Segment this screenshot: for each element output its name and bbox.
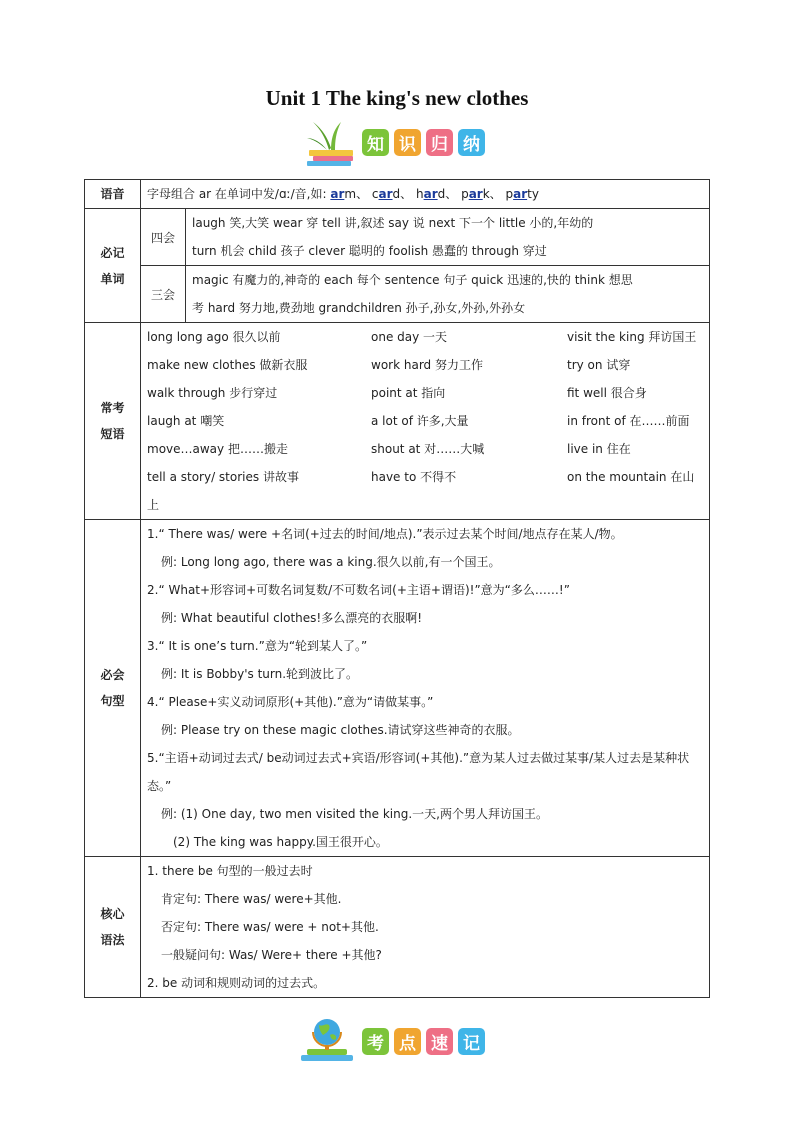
phrase: in front of 在……前面 <box>567 414 690 428</box>
sentence-rule: 2.“ What+形容词+可数名词复数/不可数名词(+主语+谓语)!”意为“多么……!” <box>147 583 570 597</box>
row-label-words: 必记 单词 <box>85 209 141 323</box>
phrase: on the mountain 在山 <box>567 470 695 484</box>
words-four-content <box>186 209 710 266</box>
words-line: 考 hard 努力地,费劲地 grandchildren 孙子,孙女,外孙,外孙女 <box>192 301 526 315</box>
sentence-example: 例: Long long ago, there was a king.很久以前,有一个国王。 <box>161 555 501 569</box>
row-words-three <box>85 266 710 323</box>
sentence-example: 例: (1) One day, two men visited the king.一天,两个男人拜访国王。 <box>161 807 548 821</box>
banner-char: 识 <box>394 129 421 156</box>
phrase: fit well 很合身 <box>567 386 647 400</box>
banner-char: 纳 <box>458 129 485 156</box>
phrase: visit the king 拜访国王 <box>567 330 697 344</box>
page-title: Unit 1 The king's new clothes <box>265 86 529 110</box>
row-sound <box>85 180 710 209</box>
section-banner-keypoints <box>297 1015 485 1067</box>
phrase: laugh at 嘲笑 <box>147 414 225 428</box>
row-label-grammar: 核心 语法 <box>85 857 141 998</box>
grammar-line: 肯定句: There was/ were+其他. <box>161 892 342 906</box>
banner-char: 记 <box>458 1028 485 1055</box>
phrase: move…away 把……搬走 <box>147 442 288 456</box>
banner-char: 知 <box>362 129 389 156</box>
grammar-line: 1. there be 句型的一般过去时 <box>147 864 313 878</box>
phrase: tell a story/ stories 讲故事 <box>147 470 299 484</box>
books-plant-icon <box>305 120 357 164</box>
phrase: try on 试穿 <box>567 358 631 372</box>
row-phrases <box>85 323 710 520</box>
sub-label-three: 三会 <box>141 266 186 323</box>
sound-rule: 字母组合 ar 在单词中发/ɑː/音,如: <box>147 187 327 201</box>
banner-char: 点 <box>394 1028 421 1055</box>
sound-word: park <box>461 187 490 201</box>
sentences-content <box>141 520 710 857</box>
sound-content: 字母组合 ar 在单词中发/ɑː/音,如: arm、 card、 hard、 park、 party <box>141 180 710 209</box>
phrase: shout at 对……大喊 <box>371 442 485 456</box>
knowledge-table <box>84 179 710 998</box>
grammar-line: 2. be 动词和规则动词的过去式。 <box>147 976 326 990</box>
phrase: one day 一天 <box>371 330 448 344</box>
sound-word: hard <box>415 187 446 201</box>
words-line: laugh 笑,大笑 wear 穿 tell 讲,叙述 say 说 next 下一个 little 小的,年幼的 <box>192 216 594 230</box>
phrase: walk through 步行穿过 <box>147 386 278 400</box>
row-sentences <box>85 520 710 857</box>
grammar-line: 否定句: There was/ were + not+其他. <box>161 920 379 934</box>
row-label-phrases: 常考 短语 <box>85 323 141 520</box>
phrase-tail: 上 <box>147 498 160 512</box>
grammar-content <box>141 857 710 998</box>
row-label-sound: 语音 <box>85 180 141 209</box>
sound-word: arm <box>330 187 357 201</box>
sentence-example: 例: It is Bobby's turn.轮到波比了。 <box>161 667 359 681</box>
grammar-line: 一般疑问句: Was/ Were+ there +其他? <box>161 948 382 962</box>
sound-word: card <box>371 187 401 201</box>
row-grammar <box>85 857 710 998</box>
row-words-four <box>85 209 710 266</box>
phrase: long long ago 很久以前 <box>147 330 281 344</box>
sentence-example: 例: Please try on these magic clothes.请试穿这些神奇的衣服。 <box>161 723 520 737</box>
banner-char: 归 <box>426 129 453 156</box>
sentence-example: (2) The king was happy.国王很开心。 <box>173 835 388 849</box>
words-three-content <box>186 266 710 323</box>
phrase: make new clothes 做新衣服 <box>147 358 308 372</box>
banner-char: 考 <box>362 1028 389 1055</box>
words-line: magic 有魔力的,神奇的 each 每个 sentence 句子 quick 迅速的,快的 think 想思 <box>192 273 633 287</box>
phrases-content <box>141 323 710 520</box>
globe-icon <box>297 1015 357 1067</box>
sound-word: party <box>505 187 539 201</box>
words-line: turn 机会 child 孩子 clever 聪明的 foolish 愚蠢的 through 穿过 <box>192 244 547 258</box>
sentence-rule: 5.“主语+动词过去式/ be动词过去式+宾语/形容词(+其他).”意为某人过去做过某事/某人过去是某种状态。” <box>147 751 690 793</box>
phrase: point at 指向 <box>371 386 446 400</box>
phrase: live in 住在 <box>567 442 631 456</box>
sub-label-four: 四会 <box>141 209 186 266</box>
phrase: have to 不得不 <box>371 470 457 484</box>
sentence-rule: 4.“ Please+实义动词原形(+其他).”意为“请做某事。” <box>147 695 434 709</box>
sentence-example: 例: What beautiful clothes!多么漂亮的衣服啊! <box>161 611 423 625</box>
sentence-rule: 3.“ It is one’s turn.”意为“轮到某人了。” <box>147 639 368 653</box>
section-banner-knowledge <box>305 120 485 164</box>
phrase: work hard 努力工作 <box>371 358 483 372</box>
phrase: a lot of 许多,大量 <box>371 414 469 428</box>
banner-char: 速 <box>426 1028 453 1055</box>
sentence-rule: 1.“ There was/ were +名词(+过去的时间/地点).”表示过去某个时间/地点存在某人/物。 <box>147 527 623 541</box>
row-label-sentences: 必会 句型 <box>85 520 141 857</box>
